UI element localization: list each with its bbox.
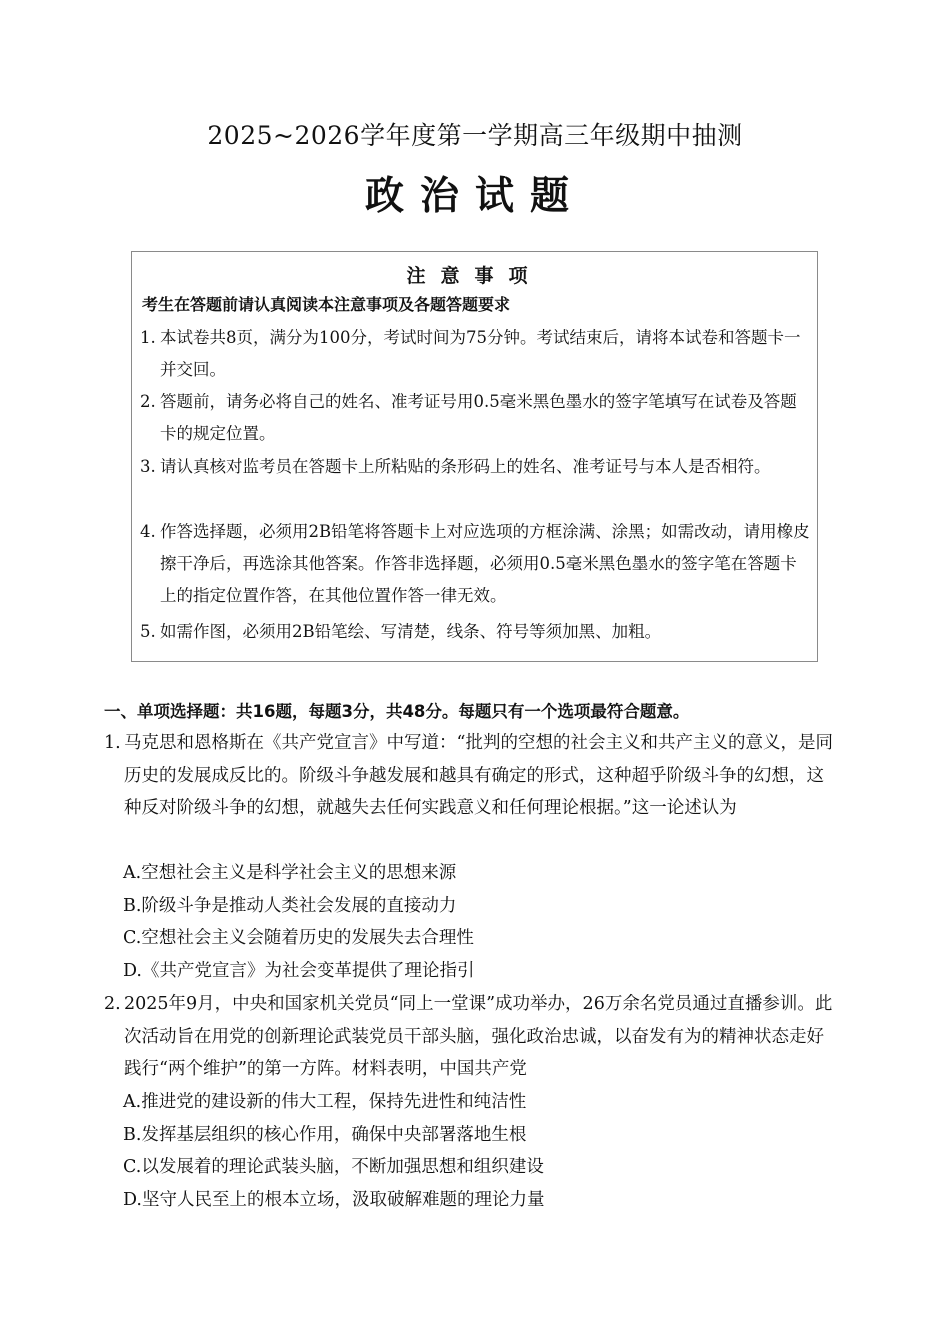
notice-item (140, 616, 810, 648)
notice-item-text: 请认真核对监考员在答题卡上所粘贴的条形码上的姓名、准考证号与本人是否相符。 (160, 457, 771, 476)
notice-item-text: 本试卷共8页，满分为100分，考试时间为75分钟。考试结束后，请将本试卷和答题卡一并交回。 (160, 328, 801, 379)
notice-item (140, 516, 810, 612)
notice-item (140, 386, 810, 450)
option-c: C.以发展着的理论武装头脑，不断加强思想和组织建设 (123, 1157, 544, 1177)
notice-title: 注意事项 (406, 265, 543, 287)
notice-box (131, 251, 818, 662)
notice-item-number: 4. (140, 522, 156, 541)
exam-title: 2025~2026学年度第一学期高三年级期中抽测 (207, 121, 743, 150)
option-d: D.坚守人民至上的根本立场，汲取破解难题的理论力量 (123, 1190, 545, 1210)
notice-item (140, 451, 810, 483)
notice-item-number: 3. (140, 457, 156, 476)
subject-title: 政治试题 (364, 174, 585, 219)
option-c: C.空想社会主义会随着历史的发展失去合理性 (123, 928, 474, 948)
question-number: 2. (104, 994, 121, 1014)
notice-intro: 考生在答题前请认真阅读本注意事项及各题答题要求 (142, 295, 511, 314)
notice-item-number: 1. (140, 328, 156, 347)
option-a: A.推进党的建设新的伟大工程，保持先进性和纯洁性 (123, 1092, 527, 1112)
question-text: 马克思和恩格斯在《共产党宣言》中写道：“批判的空想的社会主义和共产主义的意义，是同历史的发展成反比的。阶级斗争越发展和越具有确定的形式，这种超乎阶级斗争的幻想，这种反对阶级斗争的幻想，就越失去任何实践意义和任何理论根据。”这一论述认为 (124, 733, 833, 818)
notice-item-text: 答题前，请务必将自己的姓名、准考证号用0.5毫米黑色墨水的签字笔填写在试卷及答题卡的规定位置。 (160, 392, 797, 443)
option-d: D.《共产党宣言》为社会变革提供了理论指引 (123, 961, 475, 981)
question-text: 2025年9月，中央和国家机关党员“同上一堂课”成功举办，26万余名党员通过直播参训。此次活动旨在用党的创新理论武装党员干部头脑，强化政治忠诚，以奋发有为的精神状态走好践行“两个维护”的第一方阵。材料表明，中国共产党 (124, 994, 833, 1079)
notice-item-number: 5. (140, 622, 156, 641)
question-stem (104, 727, 834, 825)
question-number: 1. (104, 733, 121, 753)
option-b: B.发挥基层组织的核心作用，确保中央部署落地生根 (123, 1125, 527, 1145)
section-title: 一、单项选择题：共16题，每题3分，共48分。每题只有一个选项最符合题意。 (104, 702, 690, 721)
notice-item-number: 2. (140, 392, 156, 411)
option-b: B.阶级斗争是推动人类社会发展的直接动力 (123, 896, 457, 916)
notice-item (140, 322, 810, 386)
question-stem (104, 988, 834, 1086)
option-a: A.空想社会主义是科学社会主义的思想来源 (123, 863, 457, 883)
notice-item-text: 如需作图，必须用2B铅笔绘、写清楚，线条、符号等须加黑、加粗。 (160, 622, 662, 641)
notice-item-text: 作答选择题，必须用2B铅笔将答题卡上对应选项的方框涂满、涂黑；如需改动，请用橡皮擦干净后，再选涂其他答案。作答非选择题，必须用0.5毫米黑色墨水的签字笔在答题卡上的指定位置作答，在其他位置作答一律无效。 (160, 522, 810, 605)
